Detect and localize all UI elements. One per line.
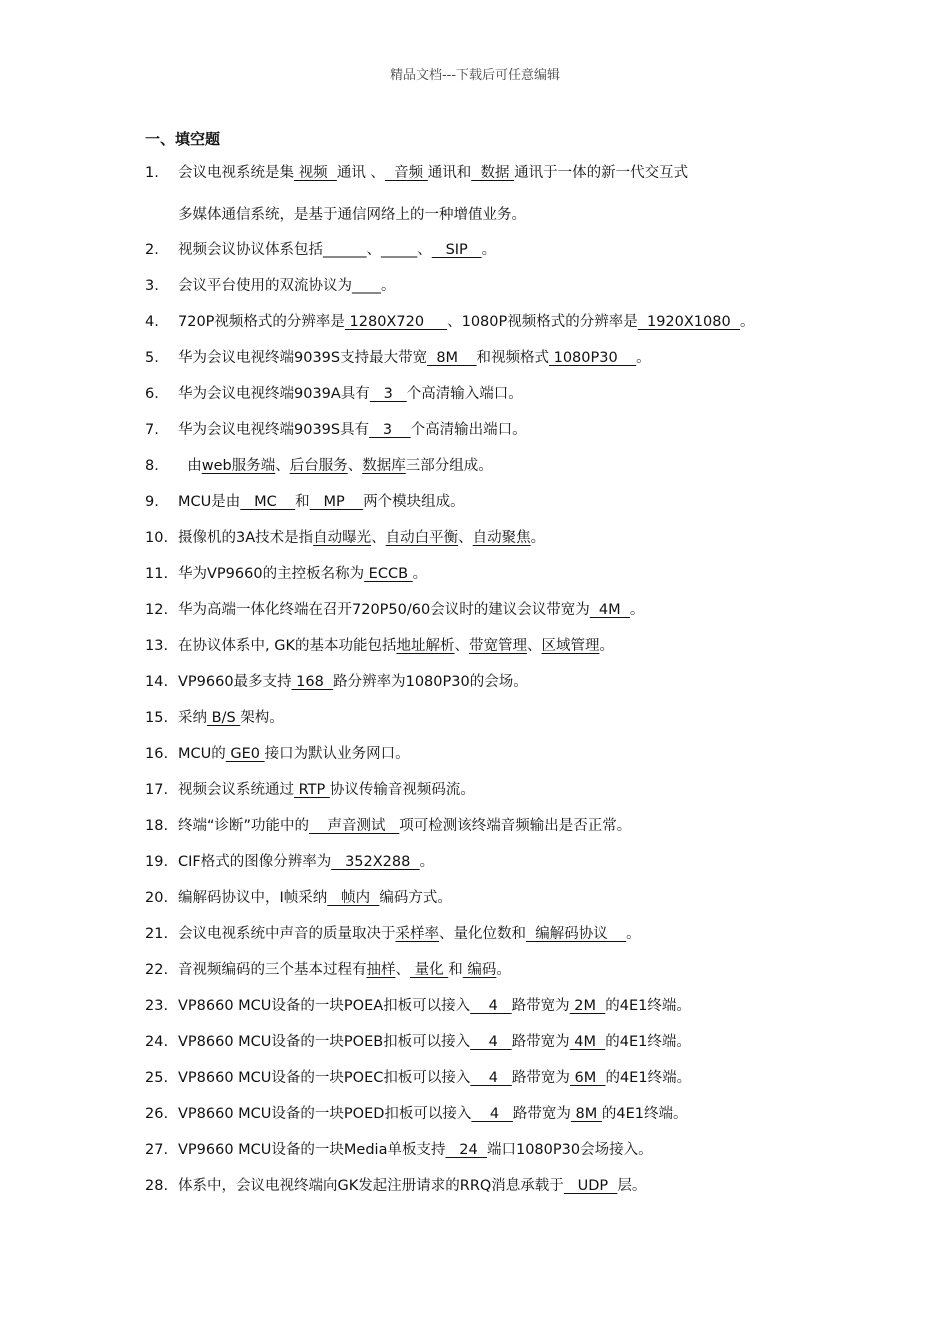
answer-blank: 4 <box>471 1106 513 1122</box>
answer-blank: 352X288 <box>331 854 420 870</box>
question-text: 华为会议电视终端9039S具有 <box>178 422 370 438</box>
question-number: 4. <box>145 314 159 330</box>
answer-blank: 168 <box>291 674 334 690</box>
question-item <box>145 1176 646 1196</box>
question-number: 16. <box>145 746 169 762</box>
question-text: 的4E1终端。 <box>601 1106 688 1122</box>
answer-blank: 采样率 <box>395 926 439 942</box>
question-text: 。 <box>381 278 396 294</box>
answer-blank: RTP <box>294 782 330 798</box>
question-text: 个高清输入端口。 <box>406 386 523 402</box>
question-number: 3. <box>145 278 159 294</box>
question-number: 25. <box>145 1070 169 1086</box>
answer-blank: MC <box>240 494 296 510</box>
question-item <box>145 672 528 692</box>
question-item <box>145 888 452 908</box>
question-text: 和视频格式 <box>476 350 549 366</box>
question-number: 27. <box>145 1142 169 1158</box>
question-text: 项可检测该终端音频输出是否正常。 <box>399 818 632 834</box>
question-text: 。 <box>412 566 428 582</box>
question-text: 的4E1终端。 <box>605 1034 691 1050</box>
question-text: 、 <box>526 638 542 654</box>
question-text: 和 <box>295 494 310 510</box>
question-text: 架构。 <box>240 710 284 726</box>
question-text: 会议平台使用的双流协议为 <box>178 278 352 294</box>
answer-blank: 带宽管理 <box>468 638 527 654</box>
question-number: 26. <box>145 1106 169 1122</box>
question-text: 华为会议电视终端9039A具有 <box>178 386 370 402</box>
answer-blank: 地址解析 <box>396 638 455 654</box>
question-item <box>145 456 493 476</box>
question-text: 接口为默认业务网口。 <box>264 746 410 762</box>
question-text: 720P视频格式的分辨率是 <box>178 314 345 330</box>
question-text: 视频会议协议体系包括 <box>178 242 323 258</box>
question-text: ____ <box>352 278 381 294</box>
question-number: 9. <box>145 494 159 510</box>
question-number: 10. <box>145 530 169 546</box>
question-item <box>145 384 523 404</box>
question-number: 6. <box>145 386 159 402</box>
question-number: 2. <box>145 242 159 258</box>
question-text: 。 <box>530 530 546 546</box>
question-number: 19. <box>145 854 169 870</box>
question-text: 。 <box>739 314 755 330</box>
answer-blank: 4M <box>589 602 630 618</box>
answer-blank: 8M <box>570 1106 602 1122</box>
question-text: MCU是由 <box>178 494 241 510</box>
answer-blank: 后台服务 <box>289 458 348 474</box>
question-item <box>145 240 496 260</box>
question-item <box>145 852 434 872</box>
question-text: 路带宽为 <box>512 1106 571 1122</box>
question-text: 、 <box>395 962 410 978</box>
question-item <box>145 1068 691 1088</box>
question-item <box>145 708 284 728</box>
question-text: 。 <box>599 638 614 654</box>
question-number: 1. <box>145 165 159 181</box>
answer-blank: 6M <box>569 1070 606 1086</box>
answer-blank: 编解码协议 <box>526 926 627 942</box>
question-number: 8. <box>145 458 159 474</box>
question-text: _____ <box>381 242 418 258</box>
question-text: 、 <box>458 530 473 546</box>
answer-blank: 3 <box>369 386 407 402</box>
question-number: 13. <box>145 638 169 654</box>
question-text: VP8660 MCU设备的一块POEB扣板可以接入 <box>178 1034 471 1050</box>
answer-blank: 编码 <box>462 962 497 978</box>
question-text: 。 <box>481 242 497 258</box>
question-text: 协议传输音视频码流。 <box>329 782 475 798</box>
question-item <box>145 600 644 620</box>
question-item <box>145 816 631 836</box>
question-number: 21. <box>145 926 169 942</box>
answer-blank: 量化 <box>410 962 449 978</box>
answer-blank: 区域管理 <box>541 638 600 654</box>
answer-blank: web服务端 <box>201 458 276 474</box>
question-text: 视频会议系统通过 <box>178 782 294 798</box>
answer-blank: 自动曝光 <box>313 530 372 546</box>
question-text: VP9660最多支持 <box>178 674 292 690</box>
answer-blank: ECCB <box>364 566 413 582</box>
question-text: ______ <box>323 242 367 258</box>
answer-blank: 8M <box>427 350 477 366</box>
answer-blank: SIP <box>431 242 482 258</box>
question-text: 。 <box>626 926 641 942</box>
question-text: 华为会议电视终端9039S支持最大带宽 <box>178 350 428 366</box>
question-text: 通讯和 <box>427 165 472 181</box>
question-text: 华为高端一体化终端在召开720P50/60会议时的建议会议带宽为 <box>178 602 590 618</box>
question-text: 、 <box>275 458 290 474</box>
question-text: 。 <box>636 350 651 366</box>
question-item <box>145 780 475 800</box>
question-number: 17. <box>145 782 169 798</box>
question-text: CIF格式的图像分辨率为 <box>178 854 332 870</box>
answer-blank: UDP <box>563 1178 618 1194</box>
question-number: 24. <box>145 1034 169 1050</box>
question-text: 、 <box>347 458 363 474</box>
answer-blank: 数据库 <box>362 458 406 474</box>
question-number: 20. <box>145 890 169 906</box>
question-text: 编码方式。 <box>379 890 452 906</box>
answer-blank: 4 <box>470 1070 512 1086</box>
question-item <box>145 1104 688 1124</box>
answer-blank: 音频 <box>384 165 428 181</box>
answer-blank: 自动聚焦 <box>472 530 531 546</box>
answer-blank: 帧内 <box>327 890 380 906</box>
question-text: 两个模块组成。 <box>363 494 465 510</box>
question-text: 、量化位数和 <box>439 926 526 942</box>
question-text: VP8660 MCU设备的一块POED扣板可以接入 <box>178 1106 472 1122</box>
question-text: 会议电视系统是集 <box>178 165 294 181</box>
question-text: 路分辨率为1080P30的会场。 <box>333 674 528 690</box>
question-text: VP8660 MCU设备的一块POEC扣板可以接入 <box>178 1070 471 1086</box>
answer-blank: 自动白平衡 <box>385 530 459 546</box>
question-number: 18. <box>145 818 169 834</box>
question-item <box>145 348 651 368</box>
question-text: 体系中，会议电视终端向GK发起注册请求的RRQ消息承载于 <box>178 1178 564 1194</box>
answer-blank: 4 <box>470 998 512 1014</box>
question-text: 、 <box>371 530 386 546</box>
answer-blank: 4 <box>470 1034 512 1050</box>
question-text: 路带宽为 <box>511 998 570 1014</box>
question-text: 通讯于一体的新一代交互式 <box>514 165 689 181</box>
question-item <box>145 492 465 512</box>
page-header: 精品文档---下载后可任意编辑 <box>389 68 561 83</box>
question-text: 在协议体系中, GK的基本功能包括 <box>178 638 397 654</box>
question-text: 。 <box>629 602 645 618</box>
answer-blank: 2M <box>569 998 606 1014</box>
answer-blank: GE0 <box>225 746 265 762</box>
answer-blank: MP <box>309 494 364 510</box>
answer-blank: 视频 <box>294 165 337 181</box>
question-item <box>145 1140 653 1160</box>
question-item <box>145 276 396 296</box>
question-number: 14. <box>145 674 169 690</box>
question-continuation <box>178 205 526 225</box>
answer-blank: 24 <box>445 1142 487 1158</box>
question-item <box>145 636 614 656</box>
question-text: 音视频编码的三个基本过程有 <box>178 962 367 978</box>
question-item <box>145 1032 691 1052</box>
question-text: 路带宽为 <box>511 1070 570 1086</box>
question-text: 摄像机的3A技术是指 <box>178 530 314 546</box>
question-text: MCU的 <box>178 746 226 762</box>
answer-blank: 1280X720 <box>344 314 448 330</box>
answer-blank: 4M <box>569 1034 606 1050</box>
question-text: VP8660 MCU设备的一块POEA扣板可以接入 <box>178 998 471 1014</box>
question-text: 、 <box>366 242 381 258</box>
question-number: 7. <box>145 422 159 438</box>
question-text: 的4E1终端。 <box>605 998 691 1014</box>
question-text: 采纳 <box>178 710 207 726</box>
question-item <box>145 312 754 332</box>
question-text: 编解码协议中，I帧采纳 <box>178 890 328 906</box>
question-text: VP9660 MCU设备的一块Media单板支持 <box>178 1142 446 1158</box>
question-text: 华为VP9660的主控板名称为 <box>178 566 365 582</box>
question-item <box>145 924 641 944</box>
answer-blank: 1080P30 <box>549 350 637 366</box>
answer-blank: 数据 <box>471 165 515 181</box>
question-text: 三部分组成。 <box>405 458 493 474</box>
question-text: 会议电视系统中声音的质量取决于 <box>178 926 396 942</box>
question-text: 终端“诊断”功能中的 <box>178 818 310 834</box>
question-number: 23. <box>145 998 169 1014</box>
question-item <box>145 420 527 440</box>
answer-blank: 抽样 <box>366 962 396 978</box>
question-number: 5. <box>145 350 159 366</box>
question-item <box>145 163 688 183</box>
question-text: 多媒体通信系统，是基于通信网络上的一种增值业务。 <box>178 207 526 223</box>
answer-blank: 1920X1080 <box>637 314 740 330</box>
question-number: 12. <box>145 602 169 618</box>
question-text: 、 <box>417 242 432 258</box>
question-item <box>145 960 511 980</box>
answer-blank: 声音测试 <box>309 818 400 834</box>
question-text: 的4E1终端。 <box>605 1070 692 1086</box>
question-text: 。 <box>496 962 511 978</box>
question-number: 15. <box>145 710 169 726</box>
question-text: 。 <box>419 854 435 870</box>
question-text: 个高清输出端口。 <box>410 422 527 438</box>
question-item <box>145 528 545 548</box>
question-text: 层。 <box>617 1178 647 1194</box>
answer-blank: B/S <box>207 710 241 726</box>
question-number: 28. <box>145 1178 169 1194</box>
question-item <box>145 996 691 1016</box>
question-number: 22. <box>145 962 169 978</box>
question-text: 路带宽为 <box>511 1034 570 1050</box>
question-text: 由 <box>178 458 202 474</box>
question-text: 端口1080P30会场接入。 <box>486 1142 653 1158</box>
question-item <box>145 744 410 764</box>
question-text: 、1080P视频格式的分辨率是 <box>447 314 638 330</box>
answer-blank: 3 <box>369 422 411 438</box>
question-item <box>145 564 427 584</box>
question-text: 和 <box>448 962 463 978</box>
section-title: 一、填空题 <box>145 130 221 148</box>
question-number: 11. <box>145 566 169 582</box>
question-text: 通讯 、 <box>336 165 385 181</box>
question-text: 、 <box>454 638 469 654</box>
